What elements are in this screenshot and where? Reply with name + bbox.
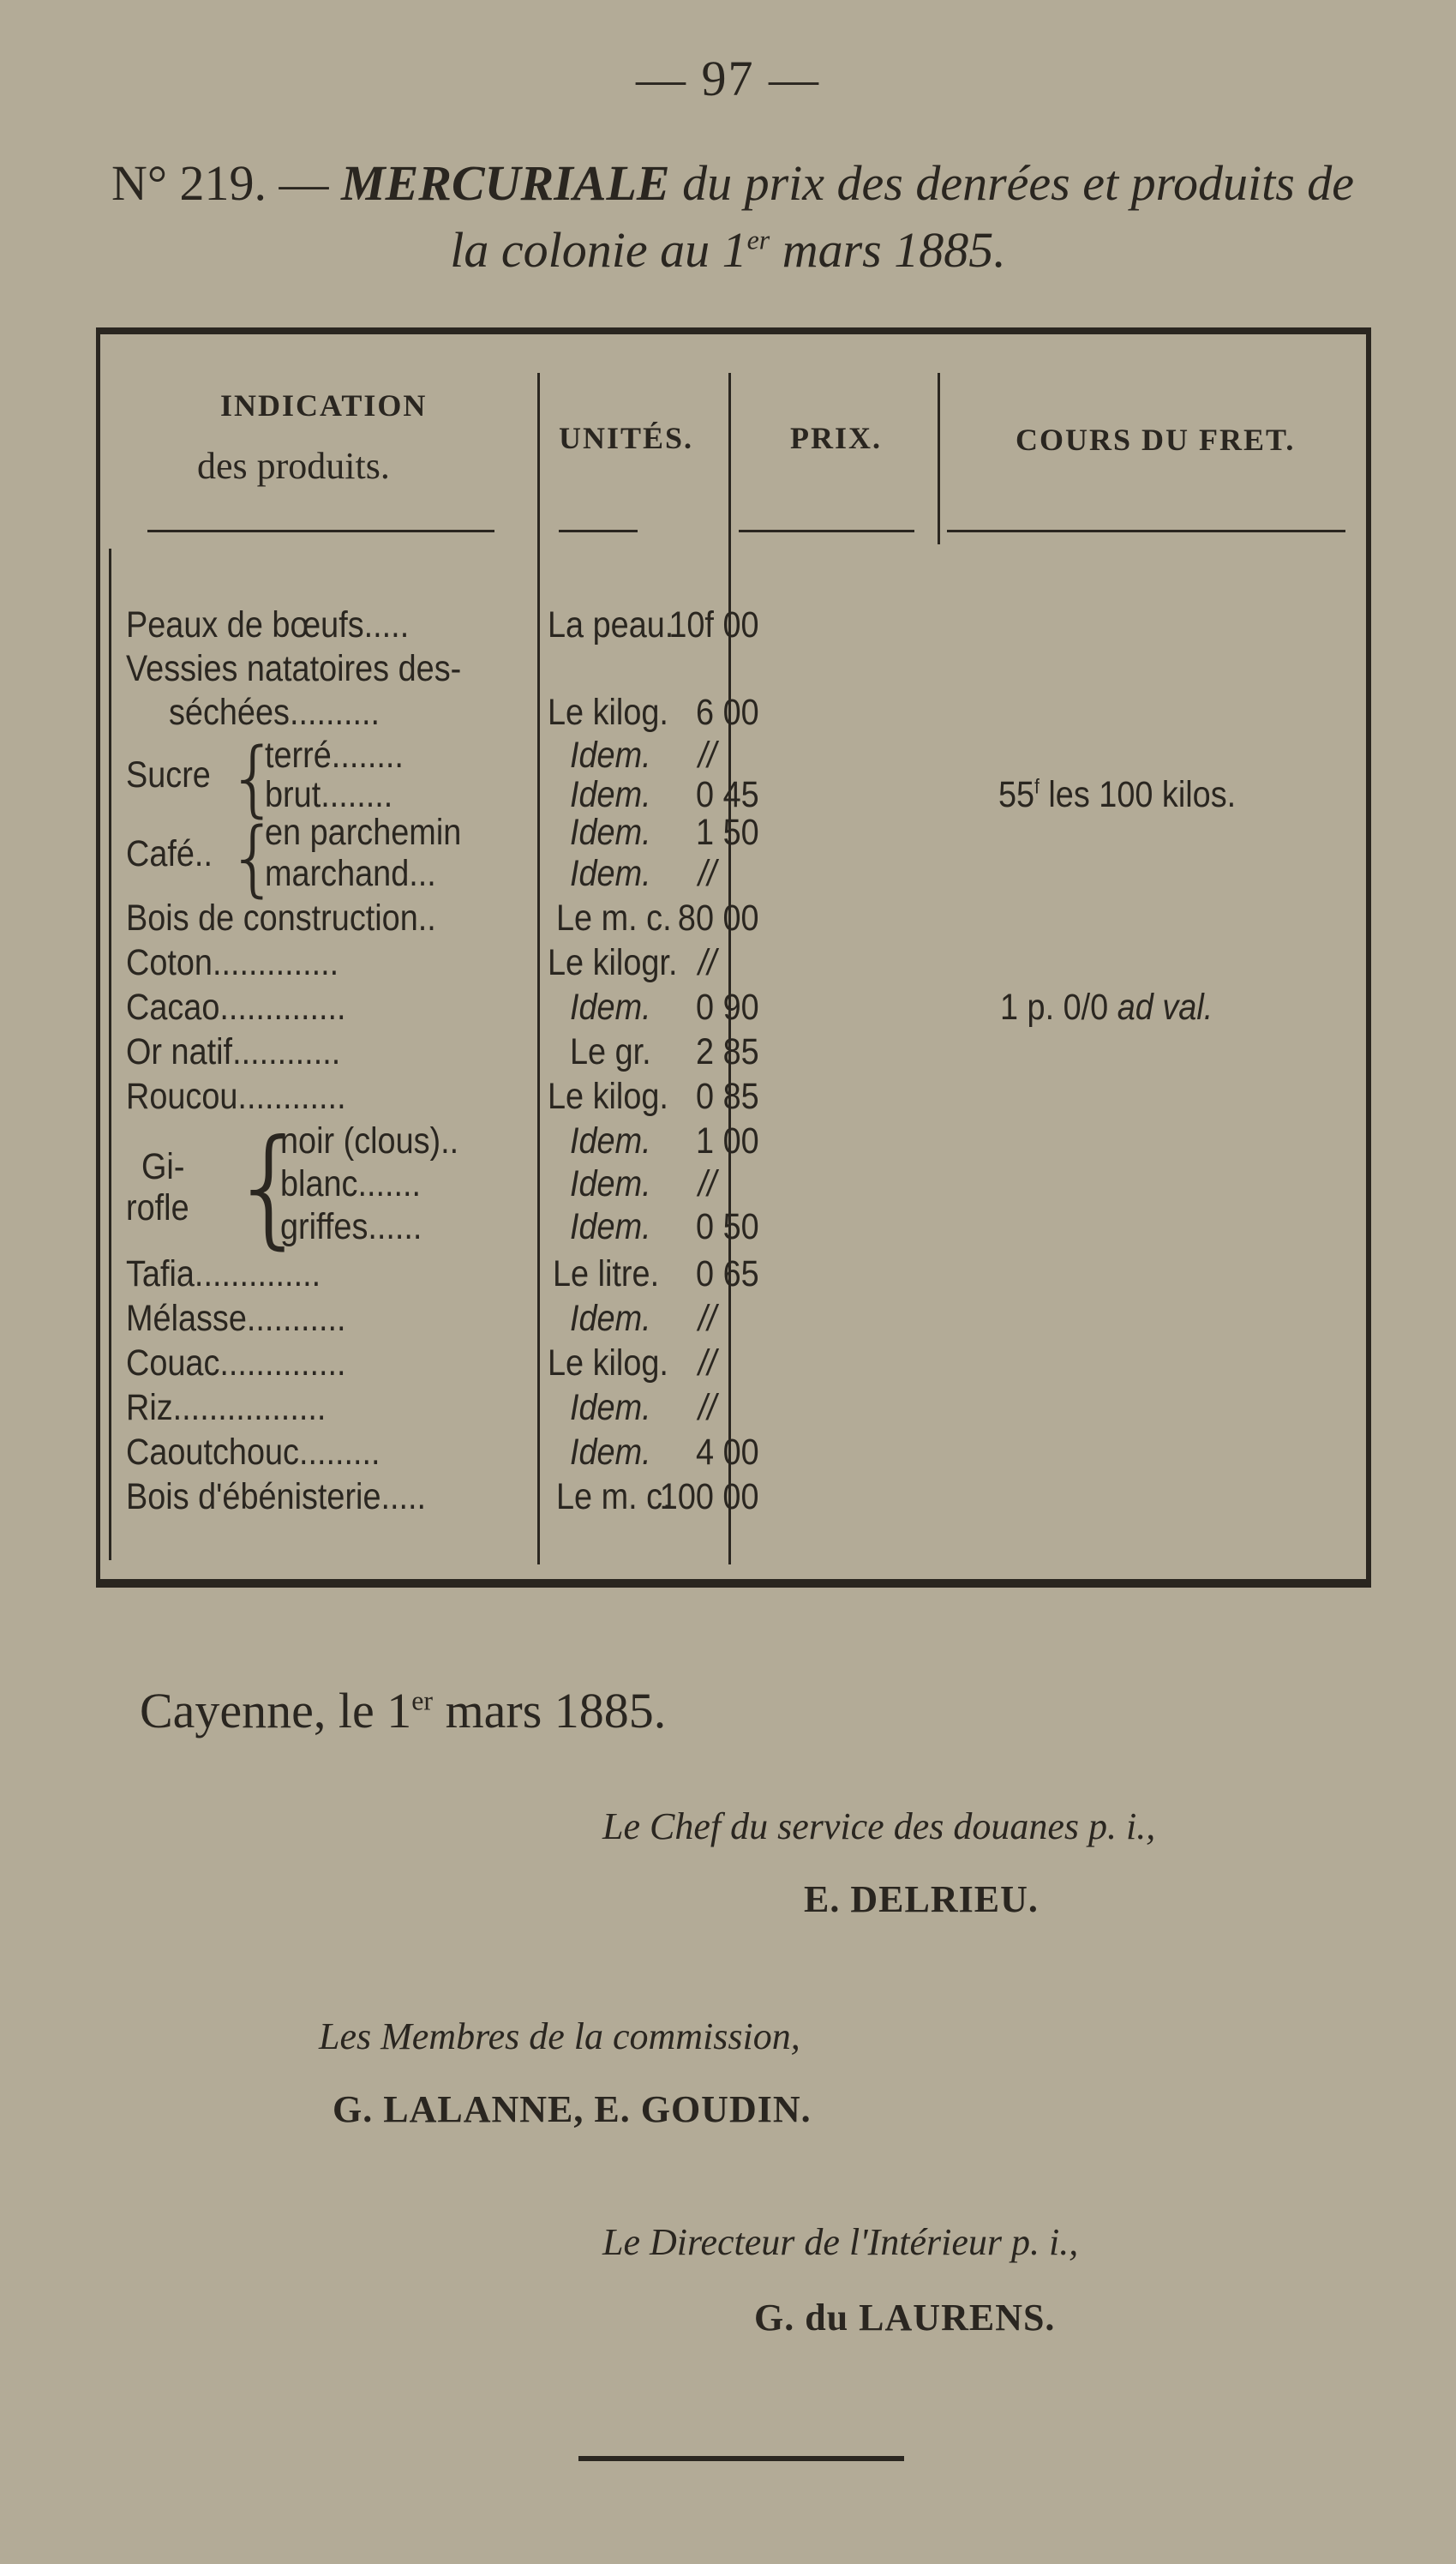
place-date-sup: er: [411, 1685, 434, 1716]
unit-girofle-noir: Idem.: [570, 1120, 651, 1162]
column-divider-1: [537, 373, 540, 1564]
header-indication: INDICATION: [220, 388, 428, 423]
bulletin-number: N° 219.: [111, 155, 267, 211]
unit-couac: Le kilog.: [548, 1342, 668, 1384]
product-roucou: Roucou............: [126, 1076, 346, 1117]
place-date-post: mars 1885.: [433, 1683, 667, 1738]
freight-cacao: [1000, 989, 1213, 1026]
product-vessies: Vessies natatoires des-: [126, 648, 462, 689]
unit-coton: Le kilogr.: [548, 942, 678, 983]
group-cafe: Café..: [126, 833, 213, 874]
page-number: — 97 —: [636, 51, 820, 106]
column-divider-3: [938, 373, 940, 544]
product-melasse: Mélasse...........: [126, 1298, 346, 1339]
product-sucre-brut: brut........: [265, 774, 393, 815]
bottom-rule: [578, 2456, 904, 2461]
price-tafia: 0 65: [696, 1253, 759, 1294]
title-line2-sup: er: [746, 225, 770, 255]
price-riz: //: [698, 1387, 716, 1428]
price-table: [96, 327, 1371, 1588]
product-or-natif: Or natif............: [126, 1031, 341, 1072]
group-girofle-a: Gi-: [141, 1146, 185, 1187]
freight-sucre-post: les 100 kilos.: [1039, 774, 1237, 815]
column-divider-2: [728, 373, 731, 1564]
price-or-natif: 2 85: [696, 1031, 759, 1072]
product-bois-ebenisterie: Bois d'ébénisterie.....: [126, 1476, 427, 1517]
unit-girofle-griffes: Idem.: [570, 1206, 651, 1247]
group-girofle-b: rofle: [126, 1187, 189, 1228]
unit-caoutchouc: Idem.: [570, 1432, 651, 1473]
product-cacao: Cacao..............: [126, 987, 346, 1028]
unit-vessies: Le kilog.: [548, 692, 668, 733]
unit-bois-construction: Le m. c.: [556, 898, 672, 939]
price-sucre-terre: //: [698, 735, 716, 776]
unit-sucre-terre: Idem.: [570, 735, 651, 776]
unit-cafe-parchemin: Idem.: [570, 812, 651, 853]
product-cafe-marchand: marchand...: [265, 853, 436, 894]
header-rule-1: [147, 530, 494, 532]
title-line2-post: mars 1885.: [770, 222, 1006, 278]
price-bois-ebenisterie: 100 00: [660, 1476, 759, 1517]
unit-cafe-marchand: Idem.: [570, 853, 651, 894]
unit-cacao: Idem.: [570, 987, 651, 1028]
header-rule-2: [559, 530, 638, 532]
left-inner-line: [109, 549, 111, 1560]
price-girofle-noir: 1 00: [696, 1120, 759, 1162]
title-line2-pre: la colonie au 1: [450, 222, 747, 278]
price-bois-construction: 80 00: [678, 898, 759, 939]
product-sucre-terre: terré........: [265, 735, 404, 776]
product-peaux: Peaux de bœufs.....: [126, 604, 410, 646]
price-vessies: 6 00: [696, 692, 759, 733]
freight-sucre: [998, 774, 1237, 815]
unit-sucre-brut: Idem.: [570, 774, 651, 815]
header-units: UNITÉS.: [559, 421, 694, 455]
price-caoutchouc: 4 00: [696, 1432, 759, 1473]
signature-name-commission: G. LALANNE, E. GOUDIN.: [333, 2088, 812, 2130]
unit-riz: Idem.: [570, 1387, 651, 1428]
brace-sucre: {: [227, 730, 280, 826]
unit-tafia: Le litre.: [553, 1253, 660, 1294]
title-rest: du prix des denrées et produits de: [682, 155, 1355, 211]
unit-peaux: La peau.: [548, 604, 674, 646]
signature-role-interieur: Le Directeur de l'Intérieur p. i.,: [602, 2221, 1079, 2263]
signature-name-delrieu: E. DELRIEU.: [804, 1878, 1039, 1920]
place-date: [140, 1682, 666, 1739]
product-cafe-parchemin: en parchemin: [265, 812, 462, 853]
header-price: PRIX.: [790, 421, 882, 455]
brace-girofle: {: [229, 1113, 311, 1262]
freight-cacao-pre: 1 p. 0/0: [1000, 987, 1117, 1028]
unit-or-natif: Le gr.: [570, 1031, 651, 1072]
product-tafia: Tafia..............: [126, 1253, 321, 1294]
header-freight: COURS DU FRET.: [1016, 423, 1296, 457]
price-cafe-parchemin: 1 50: [696, 812, 759, 853]
title-dash: —: [279, 155, 329, 211]
price-cafe-marchand: //: [698, 853, 716, 894]
price-melasse: //: [698, 1298, 716, 1339]
product-riz: Riz.................: [126, 1387, 327, 1428]
price-sucre-brut: 0 45: [696, 774, 759, 815]
unit-roucou: Le kilog.: [548, 1076, 668, 1117]
price-girofle-griffes: 0 50: [696, 1206, 759, 1247]
price-roucou: 0 85: [696, 1076, 759, 1117]
product-couac: Couac..............: [126, 1342, 346, 1384]
product-caoutchouc: Caoutchouc.........: [126, 1432, 380, 1473]
title-line-2: [0, 221, 1456, 279]
freight-cacao-ital: ad val.: [1117, 987, 1213, 1028]
header-rule-3: [739, 530, 914, 532]
product-vessies-2: séchées..........: [169, 692, 380, 733]
freight-sucre-sup: f: [1034, 776, 1040, 799]
product-girofle-noir: noir (clous)..: [280, 1120, 459, 1162]
header-indication-sub: des produits.: [197, 445, 390, 487]
group-sucre: Sucre: [126, 754, 211, 796]
title-line-1: [51, 154, 1414, 212]
signature-role-douanes: Le Chef du service des douanes p. i.,: [602, 1805, 1156, 1847]
unit-melasse: Idem.: [570, 1298, 651, 1339]
price-peaux: 10f 00: [668, 604, 759, 646]
product-girofle-griffes: griffes......: [280, 1206, 422, 1247]
signature-name-laurens: G. du LAURENS.: [754, 2297, 1056, 2339]
brace-cafe: {: [227, 810, 280, 906]
product-coton: Coton..............: [126, 942, 339, 983]
header-rule-4: [947, 530, 1345, 532]
price-coton: //: [698, 942, 716, 983]
title-heading: MERCURIALE: [341, 155, 670, 211]
signature-role-commission: Les Membres de la commission,: [319, 2015, 800, 2057]
product-girofle-blanc: blanc.......: [280, 1163, 422, 1204]
price-cacao: 0 90: [696, 987, 759, 1028]
freight-sucre-pre: 55: [998, 774, 1035, 815]
product-bois-construction: Bois de construction..: [126, 898, 436, 939]
unit-bois-ebenisterie: Le m. c.: [556, 1476, 672, 1517]
unit-girofle-blanc: Idem.: [570, 1163, 651, 1204]
place-date-pre: Cayenne, le 1: [140, 1683, 412, 1738]
price-couac: //: [698, 1342, 716, 1384]
price-girofle-blanc: //: [698, 1163, 716, 1204]
